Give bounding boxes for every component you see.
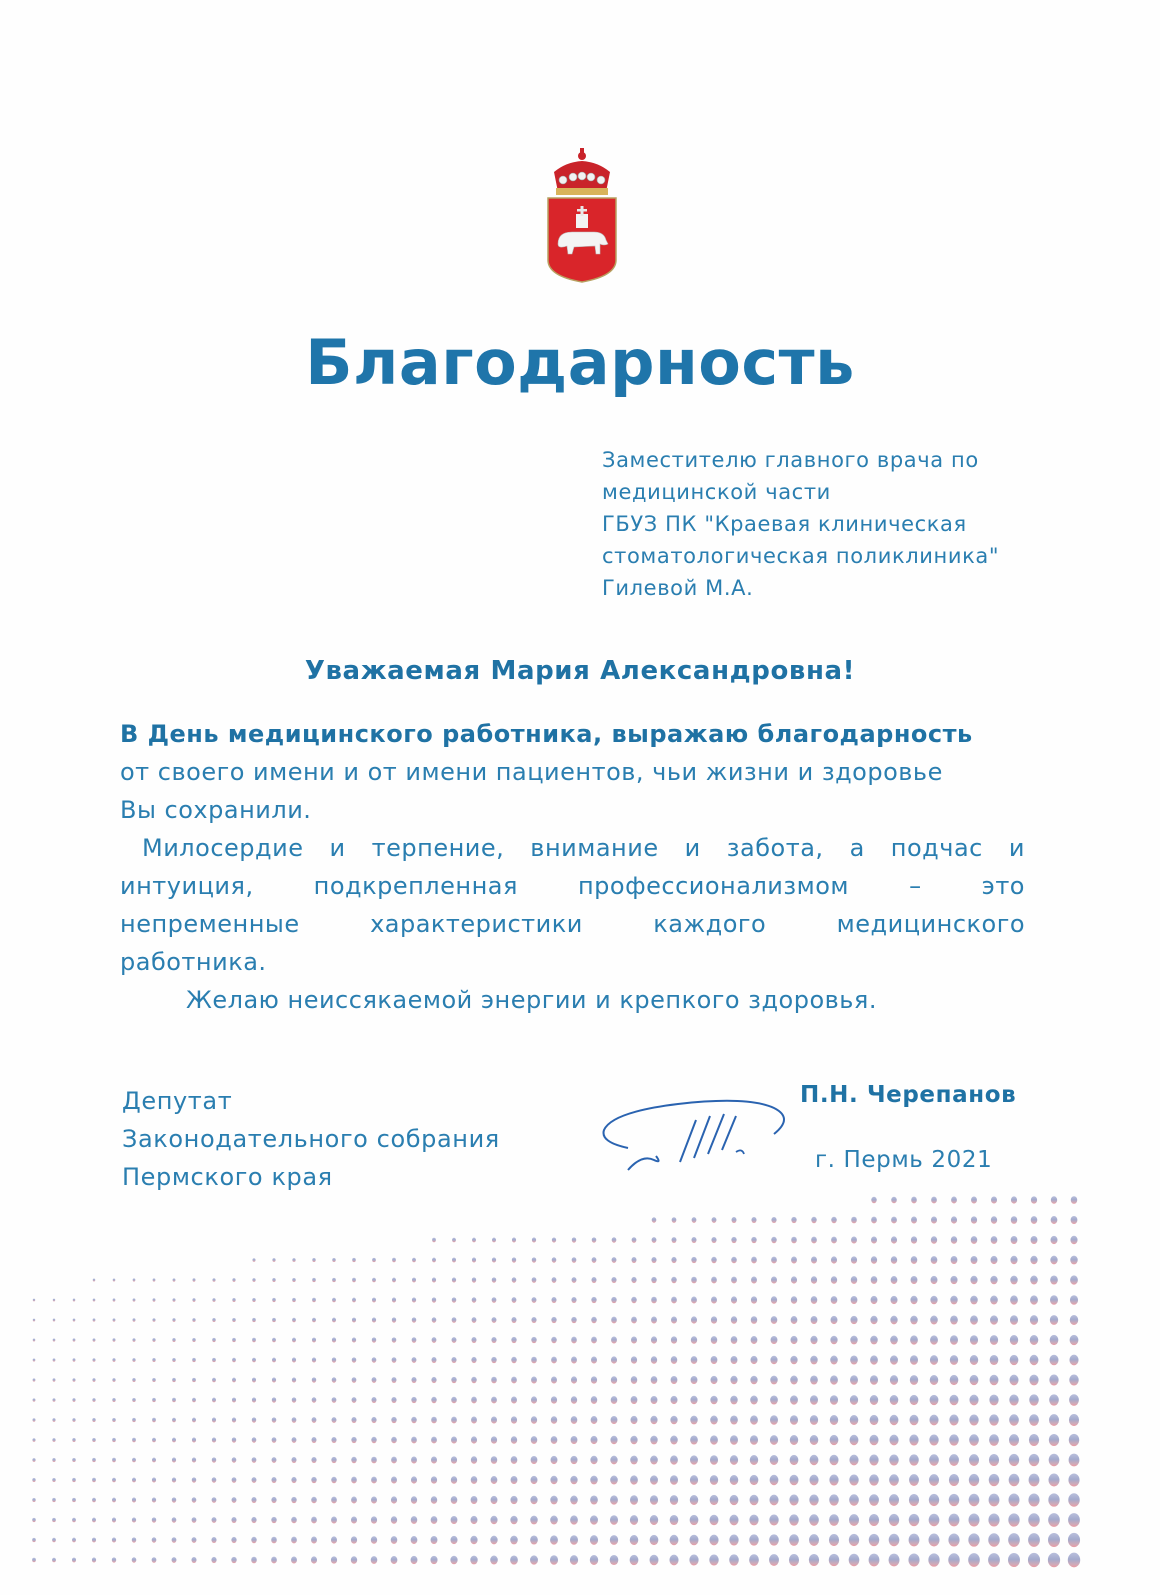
addressee-block xyxy=(602,444,1142,604)
perm-krai-coat-of-arms xyxy=(544,148,620,284)
addressee-line: стоматологическая поликлиника" xyxy=(602,544,1000,568)
addressee-line: ГБУЗ ПК "Краевая клиническая xyxy=(602,512,967,536)
wish-line: Желаю неиссякаемой энергии и крепкого здоровья. xyxy=(186,986,877,1014)
signer-position-line: Депутат xyxy=(122,1087,233,1115)
addressee-line: Гилевой М.А. xyxy=(602,576,754,600)
body-line: Милосердие и терпение, внимание и забота, а подчас и xyxy=(142,834,1025,862)
body-line: интуиция, подкрепленная профессионализмом – это xyxy=(120,872,1025,900)
signer-position-line: Законодательного собрания xyxy=(122,1125,500,1153)
body-line: от своего имени и от имени пациентов, чьи жизни и здоровье xyxy=(120,758,943,786)
body-line: непременные характеристики каждого медицинского xyxy=(120,910,1025,938)
signer-name: П.Н. Черепанов xyxy=(800,1082,1017,1108)
body-line: Вы сохранили. xyxy=(120,796,312,824)
addressee-line: медицинской части xyxy=(602,480,831,504)
place-and-year: г. Пермь 2021 xyxy=(815,1147,993,1173)
letter-body xyxy=(120,715,1025,1019)
handwritten-signature xyxy=(598,1090,798,1180)
greeting: Уважаемая Мария Александровна! xyxy=(304,656,856,686)
signer-position xyxy=(122,1082,500,1196)
lead-sentence: В День медицинского работника, выражаю благодарность xyxy=(120,720,973,748)
addressee-line: Заместителю главного врача по xyxy=(602,448,979,472)
body-line: работника. xyxy=(120,948,267,976)
document-title: Благодарность xyxy=(305,326,855,399)
signer-position-line: Пермского края xyxy=(122,1163,333,1191)
